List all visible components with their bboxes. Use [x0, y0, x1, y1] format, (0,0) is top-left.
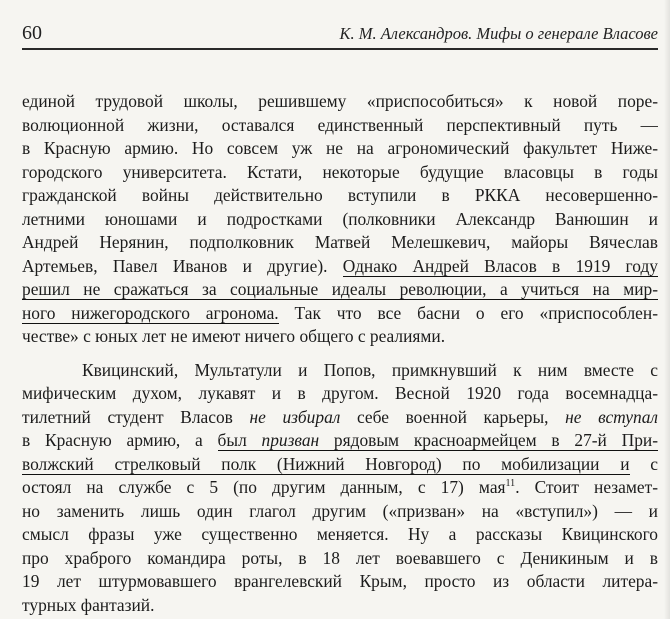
underlined-text: Однако Андрей Власов в 1919 году [342, 255, 658, 276]
running-head: К. М. Александров. Мифы о генерале Власове [339, 24, 658, 43]
text-line: про храброго командира роты, в 18 лет воевавшего с Деникиным и в [22, 547, 658, 568]
page-body [22, 90, 658, 617]
text-line: Квицинский, Мультатули и Попов, примкнувший к ним вместе с [82, 359, 658, 380]
italic-text: не избирал [249, 406, 341, 427]
page-number: 60 [22, 22, 42, 44]
text-line: 19 лет штурмовавшего врангелевский Крым, просто из области литера- [22, 571, 658, 591]
text-span: тилетний студент Власов [22, 406, 250, 427]
text-span: был [217, 430, 262, 450]
text-line [22, 278, 658, 302]
text-line: мифическим духом, лукавят и в другом. Весной 1920 года восемнадца- [22, 383, 658, 403]
text-line [22, 476, 658, 500]
text-line: волюционной жизни, оставался единственный перспективный путь — [22, 114, 658, 135]
text-line: честве» с юных лет не имеют ничего общего с реалиями. [22, 326, 446, 346]
underlined-text [218, 430, 658, 451]
page-header [22, 18, 658, 48]
text-line: смысл фразы уже существенно меняется. Ну а рассказы Квицинского [22, 524, 658, 544]
text-line [22, 453, 658, 477]
text-line [22, 429, 658, 453]
text-line [22, 406, 658, 430]
text-line: городского университета. Кстати, некоторые будущие власовцы в годы [22, 161, 658, 182]
scan-shadow [664, 0, 670, 619]
text-line: но заменить лишь один глагол другим («призван» на «вступил») — и [22, 500, 658, 521]
paragraph-gap [22, 349, 658, 359]
text-line [22, 302, 658, 326]
text-line: в Красную армию. Но совсем уж не на агрономический факультет Ниже- [22, 138, 658, 158]
text-span: себе военной карьеры, [340, 406, 566, 427]
paragraph-1 [22, 90, 658, 349]
text-span: с [629, 453, 658, 474]
underlined-text: решил не сражаться за социальные идеалы революции, а учиться на мир- [22, 279, 658, 299]
text-line: гражданской войны действительно вступили в РККА несовершенно- [22, 185, 658, 205]
text-line [22, 255, 658, 279]
underlined-text: ного нижегородского агронома. [22, 302, 279, 323]
underlined-text: волжский стрелковый полк (Нижний Новгород) по мобилизации и [22, 453, 630, 474]
header-rule [22, 48, 658, 50]
text-line: единой трудовой школы, решившему «приспособиться» к новой поре- [22, 91, 658, 111]
paragraph-2 [22, 359, 658, 618]
italic-text: не вступал [565, 406, 658, 427]
text-span: остоял на службе с 5 (по другим данным, с 17) мая [22, 477, 506, 497]
text-span: . Стоит незамет- [515, 477, 658, 497]
footnote-ref: 11 [505, 478, 516, 490]
text-line: Андрей Нерянин, подполковник Матвей Мелешкевич, майоры Вячеслав [22, 232, 658, 252]
text-span: рядовым красноармейцем в 27-й При- [319, 430, 658, 450]
text-line: летними юношами и подростками (полковники Александр Ванюшин и [22, 208, 658, 229]
text-span: Так что все басни о его «приспособлен- [278, 302, 658, 323]
italic-text: призван [261, 430, 320, 450]
text-span: Артемьев, Павел Иванов и другие). [22, 255, 343, 276]
text-span: в Красную армию, а [22, 430, 218, 450]
text-line: турных фантазий. [22, 594, 155, 615]
